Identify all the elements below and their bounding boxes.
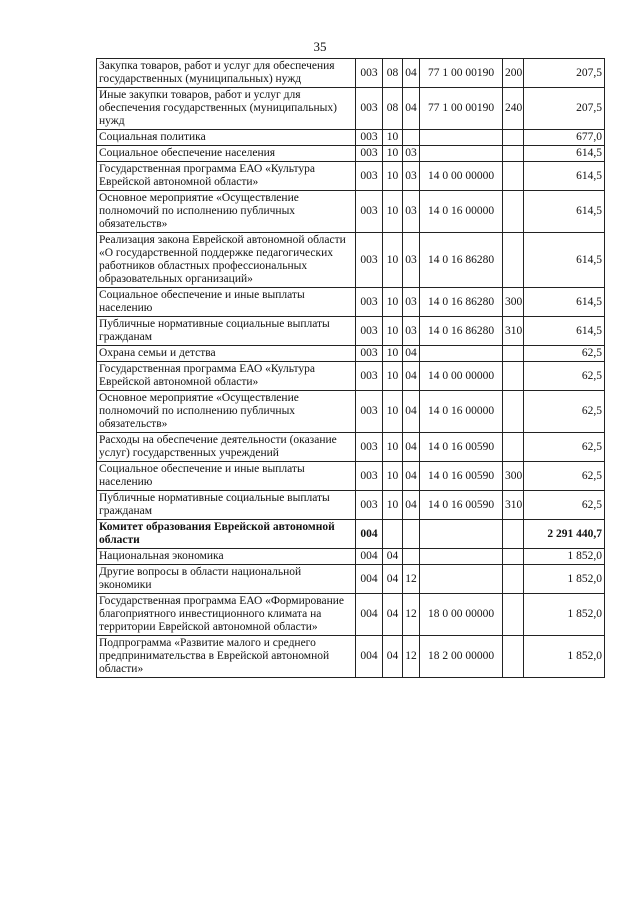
table-row [97, 146, 605, 162]
table-row [97, 362, 605, 391]
cell-target-article: 14 0 16 00590 [420, 462, 503, 491]
cell-grbs-code: 003 [356, 59, 383, 88]
cell-target-article: 14 0 16 86280 [420, 317, 503, 346]
cell-target-article: 14 0 16 00590 [420, 433, 503, 462]
cell-target-article: 14 0 16 86280 [420, 233, 503, 288]
cell-subsection-code: 04 [403, 346, 420, 362]
table-row [97, 565, 605, 594]
cell-section-code: 08 [383, 59, 403, 88]
cell-section-code: 10 [383, 288, 403, 317]
cell-subsection-code [403, 549, 420, 565]
cell-amount: 614,5 [524, 317, 605, 346]
cell-name: Социальное обеспечение населения [97, 146, 356, 162]
cell-expense-type [503, 565, 524, 594]
cell-grbs-code: 004 [356, 549, 383, 565]
cell-grbs-code: 004 [356, 594, 383, 636]
cell-section-code: 04 [383, 636, 403, 678]
cell-section-code: 10 [383, 317, 403, 346]
cell-expense-type: 240 [503, 88, 524, 130]
cell-subsection-code: 04 [403, 362, 420, 391]
cell-target-article [420, 146, 503, 162]
cell-expense-type [503, 191, 524, 233]
cell-section-code: 10 [383, 362, 403, 391]
cell-name: Национальная экономика [97, 549, 356, 565]
cell-subsection-code: 12 [403, 565, 420, 594]
cell-name: Расходы на обеспечение деятельности (оказание услуг) государственных учреждений [97, 433, 356, 462]
cell-section-code: 10 [383, 462, 403, 491]
table-row [97, 317, 605, 346]
cell-grbs-code: 003 [356, 317, 383, 346]
cell-subsection-code: 04 [403, 88, 420, 130]
cell-amount: 1 852,0 [524, 549, 605, 565]
cell-grbs-code: 004 [356, 565, 383, 594]
cell-amount: 614,5 [524, 162, 605, 191]
cell-section-code: 10 [383, 433, 403, 462]
cell-grbs-code: 003 [356, 130, 383, 146]
table-row [97, 191, 605, 233]
cell-amount: 2 291 440,7 [524, 520, 605, 549]
cell-name: Подпрограмма «Развитие малого и среднего предпринимательства в Еврейской автономной области» [97, 636, 356, 678]
cell-amount: 614,5 [524, 288, 605, 317]
cell-subsection-code: 03 [403, 162, 420, 191]
cell-target-article: 14 0 16 86280 [420, 288, 503, 317]
table-row [97, 59, 605, 88]
table-row [97, 88, 605, 130]
cell-amount: 62,5 [524, 433, 605, 462]
cell-subsection-code [403, 520, 420, 549]
cell-target-article [420, 520, 503, 549]
cell-expense-type [503, 520, 524, 549]
cell-subsection-code: 04 [403, 391, 420, 433]
table-row [97, 636, 605, 678]
cell-grbs-code: 003 [356, 433, 383, 462]
cell-grbs-code: 003 [356, 162, 383, 191]
cell-amount: 677,0 [524, 130, 605, 146]
cell-name: Государственная программа ЕАО «Формирование благоприятного инвестиционного климата на территории Еврейской автономной области» [97, 594, 356, 636]
cell-subsection-code: 04 [403, 491, 420, 520]
cell-section-code: 10 [383, 491, 403, 520]
cell-name: Комитет образования Еврейской автономной области [97, 520, 356, 549]
cell-name: Основное мероприятие «Осуществление полномочий по исполнению публичных обязательств» [97, 191, 356, 233]
cell-grbs-code: 003 [356, 191, 383, 233]
table-row [97, 594, 605, 636]
cell-subsection-code: 04 [403, 462, 420, 491]
cell-amount: 207,5 [524, 88, 605, 130]
cell-expense-type [503, 346, 524, 362]
cell-section-code: 04 [383, 549, 403, 565]
cell-subsection-code: 03 [403, 233, 420, 288]
cell-amount: 614,5 [524, 191, 605, 233]
table-row [97, 346, 605, 362]
cell-amount: 62,5 [524, 491, 605, 520]
cell-expense-type [503, 233, 524, 288]
table-row [97, 288, 605, 317]
cell-grbs-code: 004 [356, 636, 383, 678]
cell-subsection-code: 03 [403, 146, 420, 162]
cell-amount: 614,5 [524, 146, 605, 162]
cell-target-article: 18 0 00 00000 [420, 594, 503, 636]
cell-name: Социальное обеспечение и иные выплаты населению [97, 462, 356, 491]
cell-section-code: 04 [383, 565, 403, 594]
table-row [97, 130, 605, 146]
cell-section-code: 04 [383, 594, 403, 636]
cell-name: Государственная программа ЕАО «Культура Еврейской автономной области» [97, 162, 356, 191]
cell-amount: 1 852,0 [524, 565, 605, 594]
cell-grbs-code: 003 [356, 288, 383, 317]
cell-section-code: 10 [383, 162, 403, 191]
cell-expense-type [503, 391, 524, 433]
cell-target-article: 14 0 00 00000 [420, 362, 503, 391]
table-row [97, 433, 605, 462]
cell-grbs-code: 004 [356, 520, 383, 549]
table-row [97, 520, 605, 549]
cell-section-code: 10 [383, 146, 403, 162]
cell-expense-type [503, 549, 524, 565]
cell-grbs-code: 003 [356, 88, 383, 130]
cell-target-article: 14 0 16 00590 [420, 491, 503, 520]
cell-target-article: 18 2 00 00000 [420, 636, 503, 678]
cell-expense-type [503, 362, 524, 391]
cell-amount: 62,5 [524, 391, 605, 433]
cell-amount: 1 852,0 [524, 636, 605, 678]
cell-name: Социальная политика [97, 130, 356, 146]
cell-amount: 62,5 [524, 346, 605, 362]
cell-expense-type [503, 130, 524, 146]
cell-section-code [383, 520, 403, 549]
cell-target-article: 77 1 00 00190 [420, 88, 503, 130]
cell-name: Другие вопросы в области национальной экономики [97, 565, 356, 594]
cell-name: Социальное обеспечение и иные выплаты населению [97, 288, 356, 317]
cell-target-article [420, 130, 503, 146]
cell-subsection-code: 03 [403, 317, 420, 346]
cell-grbs-code: 003 [356, 346, 383, 362]
budget-table [96, 58, 605, 678]
table-row [97, 233, 605, 288]
cell-expense-type [503, 636, 524, 678]
table-body [97, 59, 605, 678]
cell-expense-type: 300 [503, 462, 524, 491]
cell-target-article [420, 346, 503, 362]
cell-section-code: 10 [383, 346, 403, 362]
table-row [97, 549, 605, 565]
table-row [97, 162, 605, 191]
cell-target-article [420, 549, 503, 565]
cell-amount: 207,5 [524, 59, 605, 88]
cell-target-article: 77 1 00 00190 [420, 59, 503, 88]
cell-grbs-code: 003 [356, 146, 383, 162]
cell-subsection-code: 12 [403, 636, 420, 678]
cell-expense-type: 310 [503, 317, 524, 346]
cell-expense-type: 200 [503, 59, 524, 88]
cell-target-article: 14 0 16 00000 [420, 191, 503, 233]
cell-name: Реализация закона Еврейской автономной области «О государственной поддержке педагогических работников областных профессиональных образовательных организаций» [97, 233, 356, 288]
cell-name: Охрана семьи и детства [97, 346, 356, 362]
cell-subsection-code: 04 [403, 433, 420, 462]
cell-name: Основное мероприятие «Осуществление полномочий по исполнению публичных обязательств» [97, 391, 356, 433]
cell-amount: 62,5 [524, 362, 605, 391]
cell-grbs-code: 003 [356, 491, 383, 520]
cell-target-article: 14 0 00 00000 [420, 162, 503, 191]
table-row [97, 462, 605, 491]
cell-grbs-code: 003 [356, 362, 383, 391]
cell-amount: 614,5 [524, 233, 605, 288]
cell-expense-type: 300 [503, 288, 524, 317]
cell-name: Иные закупки товаров, работ и услуг для обеспечения государственных (муниципальных) нужд [97, 88, 356, 130]
cell-name: Публичные нормативные социальные выплаты гражданам [97, 317, 356, 346]
cell-expense-type [503, 162, 524, 191]
cell-subsection-code: 04 [403, 59, 420, 88]
cell-name: Государственная программа ЕАО «Культура Еврейской автономной области» [97, 362, 356, 391]
cell-section-code: 10 [383, 391, 403, 433]
cell-grbs-code: 003 [356, 391, 383, 433]
cell-subsection-code: 03 [403, 191, 420, 233]
cell-expense-type [503, 433, 524, 462]
cell-section-code: 08 [383, 88, 403, 130]
cell-expense-type [503, 146, 524, 162]
cell-subsection-code [403, 130, 420, 146]
cell-grbs-code: 003 [356, 233, 383, 288]
page-number: 35 [313, 39, 327, 54]
table-row [97, 491, 605, 520]
cell-target-article [420, 565, 503, 594]
cell-name: Публичные нормативные социальные выплаты гражданам [97, 491, 356, 520]
cell-grbs-code: 003 [356, 462, 383, 491]
cell-subsection-code: 03 [403, 288, 420, 317]
cell-name: Закупка товаров, работ и услуг для обеспечения государственных (муниципальных) нужд [97, 59, 356, 88]
cell-amount: 62,5 [524, 462, 605, 491]
cell-subsection-code: 12 [403, 594, 420, 636]
cell-section-code: 10 [383, 191, 403, 233]
cell-target-article: 14 0 16 00000 [420, 391, 503, 433]
cell-expense-type: 310 [503, 491, 524, 520]
cell-section-code: 10 [383, 130, 403, 146]
table-row [97, 391, 605, 433]
cell-section-code: 10 [383, 233, 403, 288]
cell-expense-type [503, 594, 524, 636]
cell-amount: 1 852,0 [524, 594, 605, 636]
